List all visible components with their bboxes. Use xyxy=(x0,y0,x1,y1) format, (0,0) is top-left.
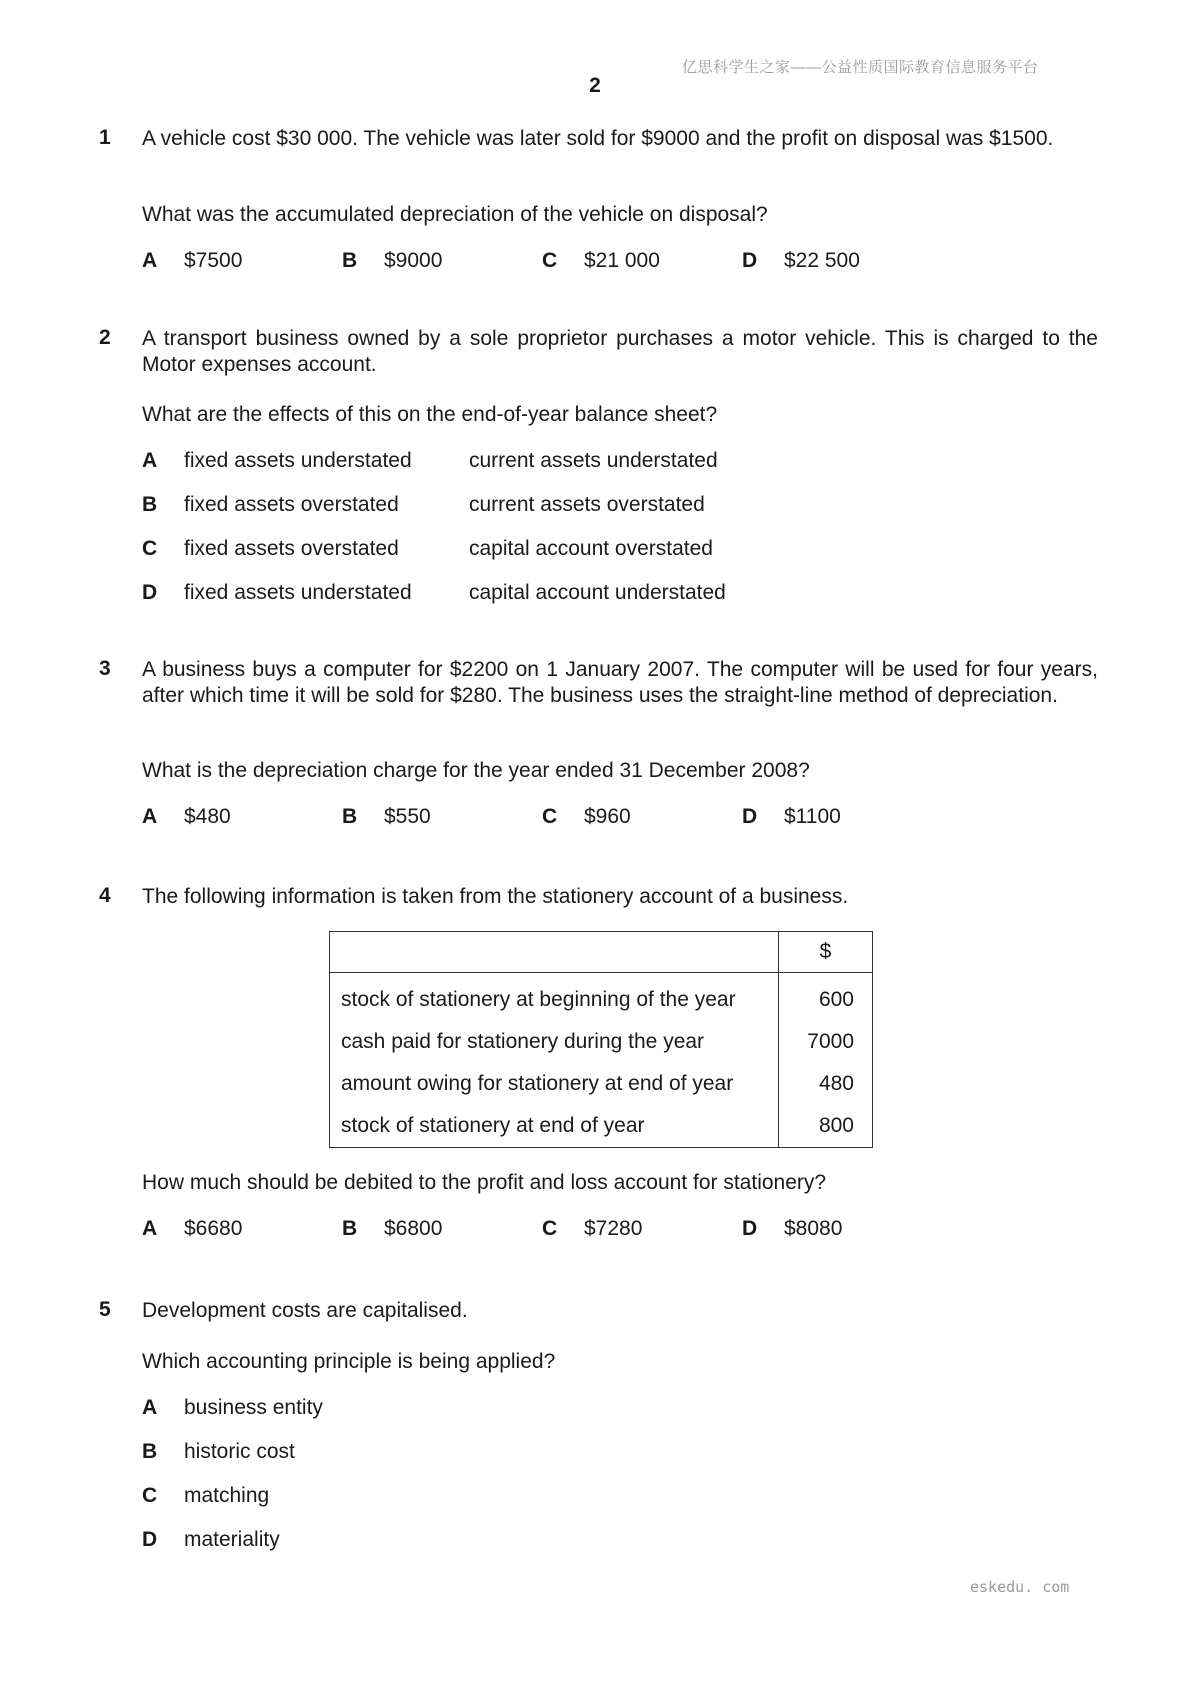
row-description: stock of stationery at end of year xyxy=(330,1105,779,1148)
option-fixed-assets-effect: fixed assets understated xyxy=(184,581,412,604)
question-number: 5 xyxy=(99,1298,111,1321)
option-label: D xyxy=(742,249,758,272)
option-label: C xyxy=(542,249,558,272)
option-fixed-assets-effect: fixed assets overstated xyxy=(184,493,399,516)
option-c xyxy=(542,805,631,829)
table-row xyxy=(330,1105,873,1148)
option-label: B xyxy=(142,1440,158,1463)
option-label: A xyxy=(142,805,158,828)
option-fixed-assets-effect: fixed assets understated xyxy=(184,449,412,472)
option-c xyxy=(142,1484,1098,1510)
option-d xyxy=(142,581,1098,607)
row-amount: 600 xyxy=(779,973,873,1022)
question-number: 2 xyxy=(99,326,111,349)
option-b xyxy=(142,1440,1098,1466)
option-b xyxy=(342,805,431,829)
option-second-effect: current assets understated xyxy=(469,449,718,472)
options-row xyxy=(142,805,1098,831)
table-header-description xyxy=(330,932,779,973)
option-text: historic cost xyxy=(184,1440,295,1463)
option-text: $8080 xyxy=(784,1217,843,1240)
option-text: matching xyxy=(184,1484,270,1507)
row-description: amount owing for stationery at end of year xyxy=(330,1063,779,1105)
row-amount: 7000 xyxy=(779,1021,873,1063)
option-text: materiality xyxy=(184,1528,280,1551)
option-label: D xyxy=(142,581,158,604)
question-prompt: What was the accumulated depreciation of the vehicle on disposal? xyxy=(142,203,768,226)
option-text: $6680 xyxy=(184,1217,243,1240)
option-d xyxy=(142,1528,1098,1554)
option-b xyxy=(142,493,1098,519)
option-a xyxy=(142,805,231,829)
option-c xyxy=(142,537,1098,563)
table-header-currency: $ xyxy=(779,932,873,973)
option-text: $480 xyxy=(184,805,231,828)
option-label: B xyxy=(342,805,358,828)
option-c xyxy=(542,249,660,273)
option-fixed-assets-effect: fixed assets overstated xyxy=(184,537,399,560)
option-d xyxy=(742,805,841,829)
question-4-followup xyxy=(0,1170,1190,1240)
options-row xyxy=(142,1217,1098,1243)
question-number: 4 xyxy=(99,884,111,907)
option-text: $1100 xyxy=(784,805,841,828)
question-stem: The following information is taken from the stationery account of a business. xyxy=(142,885,849,908)
header-watermark: 亿思科学生之家——公益性质国际教育信息服务平台 xyxy=(682,59,1039,76)
question-prompt: How much should be debited to the profit and loss account for stationery? xyxy=(142,1171,827,1194)
option-text: $21 000 xyxy=(584,249,660,272)
option-second-effect: capital account understated xyxy=(469,581,726,604)
row-amount: 800 xyxy=(779,1105,873,1148)
option-text: business entity xyxy=(184,1396,323,1419)
table-header-row xyxy=(330,932,873,973)
option-label: D xyxy=(142,1528,158,1551)
option-label: A xyxy=(142,449,158,472)
table-row xyxy=(330,973,873,1022)
row-description: stock of stationery at beginning of the year xyxy=(330,973,779,1022)
question-prompt: What is the depreciation charge for the year ended 31 December 2008? xyxy=(142,759,810,782)
option-d xyxy=(742,249,860,273)
option-text: $7500 xyxy=(184,249,243,272)
option-b xyxy=(342,249,442,273)
question-1 xyxy=(0,126,1190,272)
option-a xyxy=(142,449,1098,475)
options-list xyxy=(142,1396,1098,1572)
option-label: A xyxy=(142,249,158,272)
options-row xyxy=(142,249,1098,275)
option-label: C xyxy=(542,805,558,828)
question-3 xyxy=(0,657,1190,828)
options-list xyxy=(142,449,1098,625)
question-number: 1 xyxy=(99,126,111,149)
option-text: $7280 xyxy=(584,1217,643,1240)
option-a xyxy=(142,1396,1098,1422)
question-stem: A vehicle cost $30 000. The vehicle was later sold for $9000 and the profit on disposal was $1500. xyxy=(142,127,1054,150)
question-stem: Development costs are capitalised. xyxy=(142,1299,468,1322)
table-row xyxy=(330,1063,873,1105)
option-second-effect: current assets overstated xyxy=(469,493,705,516)
question-prompt: Which accounting principle is being applied? xyxy=(142,1350,556,1373)
option-a xyxy=(142,249,242,273)
option-second-effect: capital account overstated xyxy=(469,537,713,560)
row-amount: 480 xyxy=(779,1063,873,1105)
option-label: C xyxy=(142,1484,158,1507)
option-label: C xyxy=(542,1217,558,1240)
question-number: 3 xyxy=(99,657,111,680)
option-label: D xyxy=(742,805,758,828)
option-label: B xyxy=(342,249,358,272)
question-prompt: What are the effects of this on the end-of-year balance sheet? xyxy=(142,403,718,426)
option-c xyxy=(542,1217,642,1241)
option-label: B xyxy=(342,1217,358,1240)
option-text: $6800 xyxy=(384,1217,443,1240)
option-label: B xyxy=(142,493,158,516)
row-description: cash paid for stationery during the year xyxy=(330,1021,779,1063)
option-label: C xyxy=(142,537,158,560)
option-text: $22 500 xyxy=(784,249,860,272)
table-row xyxy=(330,1021,873,1063)
option-label: D xyxy=(742,1217,758,1240)
option-a xyxy=(142,1217,242,1241)
option-b xyxy=(342,1217,442,1241)
option-text: $960 xyxy=(584,805,631,828)
stationery-account-table xyxy=(329,931,873,1148)
page-number: 2 xyxy=(589,74,601,97)
question-stem: A business buys a computer for $2200 on 1 January 2007. The computer will be used for four years, after which time it will be sold for $280. The business uses the straight-line method of depreciation. xyxy=(142,658,1098,707)
option-label: A xyxy=(142,1217,158,1240)
footer-watermark: eskedu. com xyxy=(970,1578,1070,1596)
option-text: $550 xyxy=(384,805,431,828)
question-stem: A transport business owned by a sole proprietor purchases a motor vehicle. This is charged to the Motor expenses account. xyxy=(142,327,1098,376)
option-d xyxy=(742,1217,842,1241)
option-text: $9000 xyxy=(384,249,443,272)
option-label: A xyxy=(142,1396,158,1419)
